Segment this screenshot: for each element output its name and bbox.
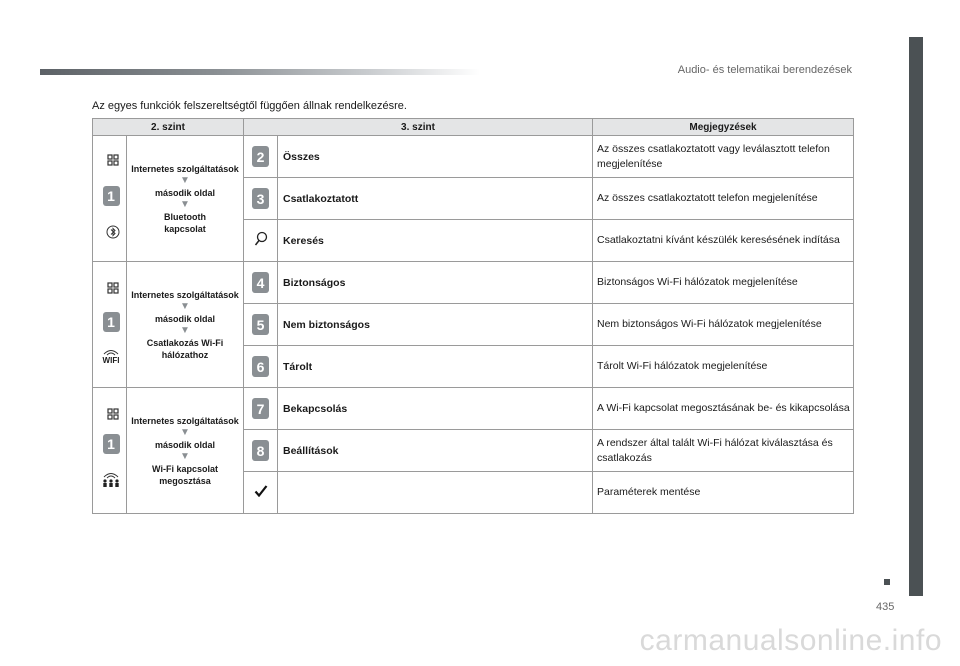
step-badge: 1 xyxy=(103,312,120,332)
level3-label: Beállítások xyxy=(278,430,593,472)
step-badge: 2 xyxy=(252,146,269,167)
level3-label: Keresés xyxy=(278,220,593,262)
level3-label: Csatlakoztatott xyxy=(278,178,593,220)
note: Az összes csatlakoztatott vagy leválasztott telefon megjelenítése xyxy=(593,136,854,178)
wifi-label: WIFI xyxy=(102,355,120,365)
arrow-down-icon: ▼ xyxy=(180,450,190,462)
level2-path xyxy=(127,388,244,514)
step-badge: 3 xyxy=(252,188,269,209)
page-marker xyxy=(884,579,890,585)
header-level2: 2. szint xyxy=(93,119,244,136)
note: Az összes csatlakoztatott telefon megjelenítése xyxy=(593,178,854,220)
watermark: carmanualsonline.info xyxy=(639,624,942,657)
path-step: Bluetooth kapcsolat xyxy=(164,211,206,234)
level3-label: Tárolt xyxy=(278,346,593,388)
path-step: Wi-Fi kapcsolat megosztása xyxy=(152,463,218,486)
arrow-down-icon: ▼ xyxy=(180,324,190,336)
note: A Wi-Fi kapcsolat megosztásának be- és kikapcsolása xyxy=(593,388,854,430)
level3-label: Biztonságos xyxy=(278,262,593,304)
level2-path xyxy=(127,262,244,388)
header-notes: Megjegyzések xyxy=(593,119,854,136)
path-step: Internetes szolgáltatások xyxy=(131,289,239,300)
bluetooth-icon xyxy=(105,224,121,240)
chapter-sidebar xyxy=(909,37,923,596)
arrow-down-icon: ▼ xyxy=(180,426,190,438)
step-badge: 7 xyxy=(252,398,269,419)
grid-icon xyxy=(105,280,121,296)
path-step: második oldal xyxy=(154,439,216,450)
arrow-down-icon: ▼ xyxy=(180,174,190,186)
grid-icon xyxy=(105,152,121,168)
level3-label: Összes xyxy=(278,136,593,178)
checkmark-icon xyxy=(244,472,278,514)
path-step: második oldal xyxy=(154,187,216,198)
group-icons xyxy=(93,136,127,262)
menu-table xyxy=(92,118,854,514)
step-badge: 4 xyxy=(252,272,269,293)
level2-path xyxy=(127,136,244,262)
search-icon xyxy=(244,220,278,262)
section-title: Audio- és telematikai berendezések xyxy=(677,64,852,76)
level3-label: Nem biztonságos xyxy=(278,304,593,346)
note: Csatlakoztatni kívánt készülék keresésének indítása xyxy=(593,220,854,262)
note: Nem biztonságos Wi-Fi hálózatok megjelenítése xyxy=(593,304,854,346)
path-step: Csatlakozás Wi-Fi hálózathoz xyxy=(146,337,224,360)
header-rule xyxy=(40,69,480,75)
arrow-down-icon: ▼ xyxy=(180,300,190,312)
page-number: 435 xyxy=(876,601,895,613)
path-step: Internetes szolgáltatások xyxy=(131,415,239,426)
note: Tárolt Wi-Fi hálózatok megjelenítése xyxy=(593,346,854,388)
group-icons xyxy=(93,262,127,388)
step-badge: 6 xyxy=(252,356,269,377)
grid-icon xyxy=(105,406,121,422)
header-level3: 3. szint xyxy=(244,119,593,136)
group-icons xyxy=(93,388,127,514)
note: Biztonságos Wi-Fi hálózatok megjelenítése xyxy=(593,262,854,304)
arrow-down-icon: ▼ xyxy=(180,198,190,210)
note: A rendszer által talált Wi-Fi hálózat kiválasztása és csatlakozás xyxy=(593,430,854,472)
step-badge: 8 xyxy=(252,440,269,461)
level3-label: Bekapcsolás xyxy=(278,388,593,430)
step-badge: 1 xyxy=(103,186,120,206)
note: Paraméterek mentése xyxy=(593,472,854,514)
step-badge: 1 xyxy=(103,434,120,454)
level3-label xyxy=(278,472,593,514)
wifi-icon xyxy=(100,346,122,366)
path-step: Internetes szolgáltatások xyxy=(131,163,239,174)
intro-text: Az egyes funkciók felszereltségtől függően állnak rendelkezésre. xyxy=(92,100,407,112)
step-badge: 5 xyxy=(252,314,269,335)
path-step: második oldal xyxy=(154,313,216,324)
wifi-share-icon xyxy=(100,470,122,490)
